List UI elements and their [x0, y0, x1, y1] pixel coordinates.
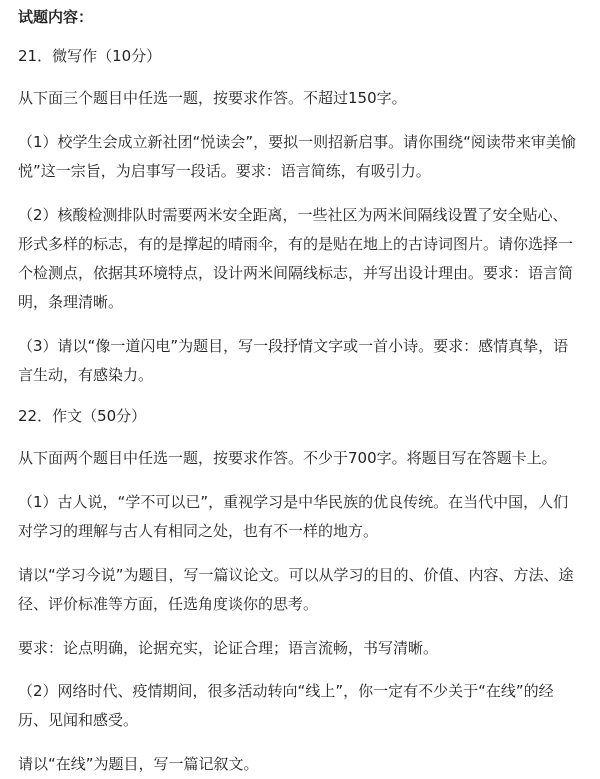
q22-option-2-task: 请以“在线”为题目，写一篇记叙文。 — [18, 755, 259, 773]
q22-option-1-task: 请以“学习今说”为题目，写一篇议论文。可以从学习的目的、价值、内容、方法、途径、评价标准等方面，任选角度谈你的思考。 — [18, 566, 574, 613]
section-heading: 试题内容： — [18, 8, 94, 26]
q22-option-1-requirements: 要求：论点明确，论据充实，论证合理；语言流畅，书写清晰。 — [18, 639, 439, 657]
q21-option-1: （1）校学生会成立新社团“悦读会”，要拟一则招新启事。请你围绕“阅读带来审美愉悦”这一宗旨，为启事写一段话。要求：语言简练，有吸引力。 — [18, 133, 576, 180]
q21-option-2: （2）核酸检测排队时需要两米安全距离，一些社区为两米间隔线设置了安全贴心、形式多样的标志，有的是撑起的晴雨伞，有的是贴在地上的古诗词图片。请你选择一个检测点，依据其环境特点，设计两米间隔线标志，并写出设计理由。要求：语言简明，条理清晰。 — [18, 206, 574, 311]
q21-intro: 从下面三个题目中任选一题，按要求作答。不超过150字。 — [18, 89, 407, 107]
q22-option-2: （2）网络时代、疫情期间，很多活动转向“线上”，你一定有不少关于“在线”的经历、见闻和感受。 — [18, 682, 554, 729]
q22-intro: 从下面两个题目中任选一题，按要求作答。不少于700字。将题目写在答题卡上。 — [18, 449, 557, 467]
q21-title: 21．微写作（10分） — [18, 47, 162, 65]
q21-option-3: （3）请以“像一道闪电”为题目，写一段抒情文字或一首小诗。要求：感情真挚，语言生动，有感染力。 — [18, 337, 569, 384]
q22-title: 22．作文（50分） — [18, 407, 147, 425]
q22-option-1: （1）古人说，“学不可以已”，重视学习是中华民族的优良传统。在当代中国，人们对学习的理解与古人有相同之处，也有不一样的地方。 — [18, 493, 569, 540]
